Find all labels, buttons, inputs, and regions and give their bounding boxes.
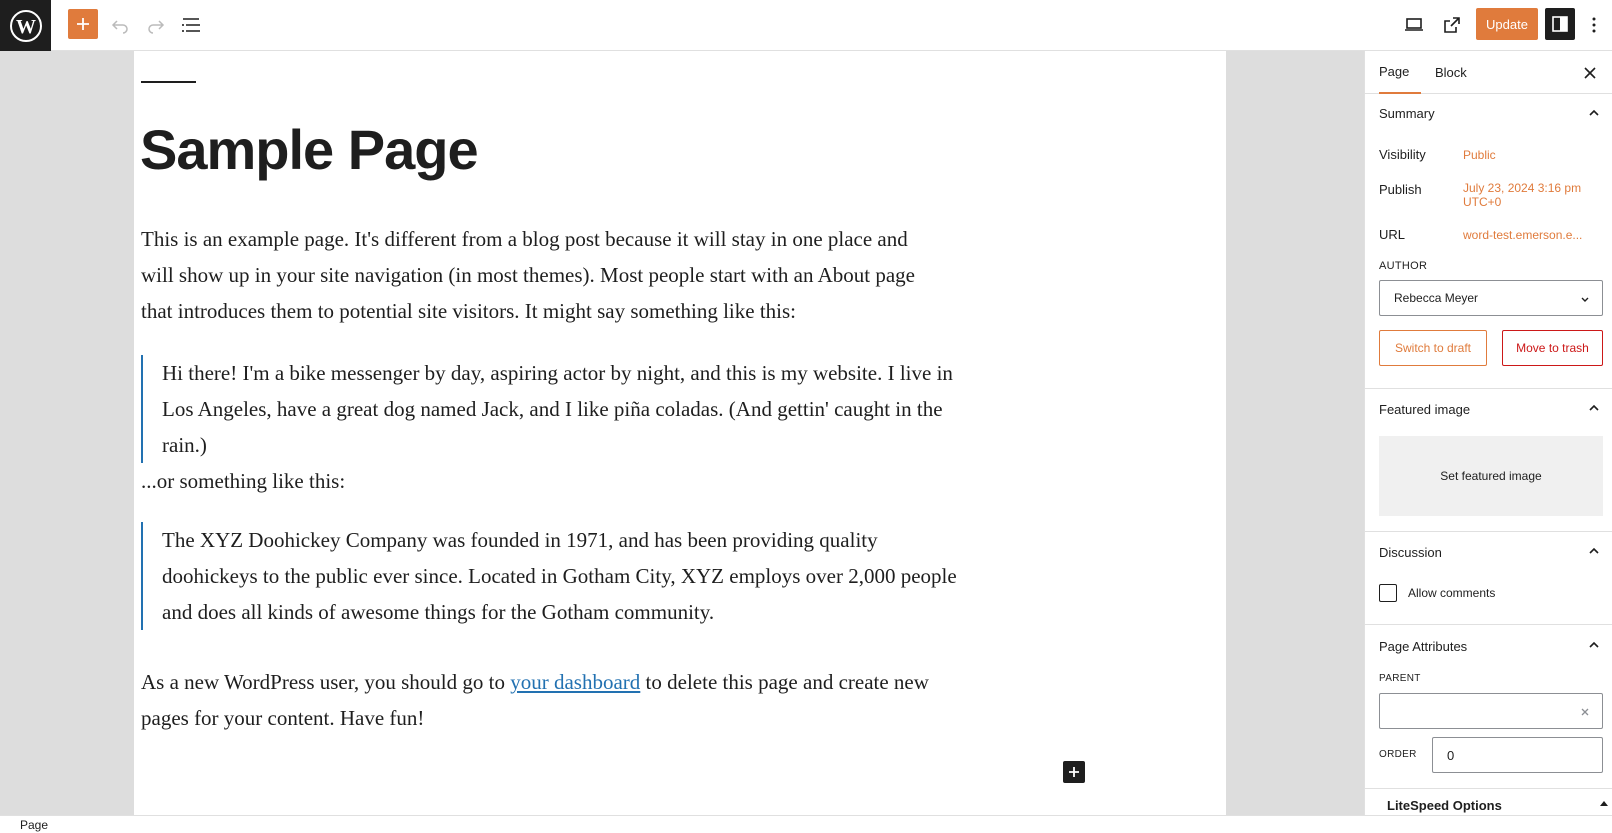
svg-text:W: W: [15, 15, 36, 38]
block-breadcrumb: [0, 815, 1612, 833]
litespeed-panel: [1365, 789, 1612, 815]
page-content[interactable]: [134, 51, 1226, 815]
page-title[interactable]: Sample Page: [140, 118, 478, 181]
author-select[interactable]: [1379, 280, 1603, 316]
paragraph-block[interactable]: This is an example page. It's different from a blog post because it will stay in one place and will show up in your site navigation (in most themes). Most people start with an About page that introduces them to potential site visitors. It might say something like this:: [141, 227, 915, 323]
allow-comments-label: Allow comments: [1408, 586, 1496, 600]
move-to-trash-button[interactable]: Move to trash: [1502, 330, 1603, 366]
undo-icon[interactable]: [104, 9, 136, 41]
page-attributes-heading[interactable]: Page Attributes: [1379, 639, 1468, 654]
add-block-button[interactable]: [68, 9, 98, 39]
paragraph-text: to delete this page and create new pages for your content. Have fun!: [141, 670, 929, 730]
featured-image-panel: [1365, 389, 1612, 532]
paragraph-block[interactable]: ...or something like this:: [141, 469, 346, 493]
close-icon[interactable]: [1580, 63, 1600, 83]
chevron-up-icon[interactable]: [1587, 544, 1601, 558]
quote-text[interactable]: Hi there! I'm a bike messenger by day, aspiring actor by night, and this is my website. I live in Los Angeles, have a great dog named Jack, and I like piña coladas. (And gettin' caught in the rain.): [162, 361, 953, 457]
settings-sidebar: [1364, 51, 1612, 815]
tab-block[interactable]: [1435, 51, 1467, 94]
update-button[interactable]: Update: [1476, 8, 1538, 40]
set-featured-image-button[interactable]: Set featured image: [1379, 436, 1603, 516]
visibility-value[interactable]: Public: [1463, 148, 1496, 162]
summary-panel: [1365, 94, 1612, 389]
dashboard-link[interactable]: your dashboard: [510, 670, 641, 694]
discussion-heading[interactable]: Discussion: [1379, 545, 1442, 560]
tab-label: Block: [1435, 65, 1467, 80]
paragraph-text: As a new WordPress user, you should go to: [141, 670, 511, 694]
visibility-label: Visibility: [1379, 147, 1426, 162]
featured-image-heading[interactable]: Featured image: [1379, 402, 1471, 417]
url-value[interactable]: word-test.emerson.e...: [1463, 228, 1583, 242]
order-label: ORDER: [1379, 749, 1417, 760]
parent-page-input[interactable]: [1379, 693, 1603, 729]
page-attributes-panel: [1365, 625, 1612, 789]
chevron-up-icon[interactable]: [1587, 401, 1601, 415]
paragraph-block[interactable]: [141, 664, 941, 736]
chevron-down-icon: [1580, 294, 1590, 304]
quote-block[interactable]: [141, 522, 966, 630]
list-view-icon[interactable]: [176, 9, 208, 41]
sidebar-tabs: [1365, 51, 1612, 94]
author-value: Rebecca Meyer: [1394, 291, 1479, 305]
settings-sidebar-icon[interactable]: [1545, 8, 1575, 40]
litespeed-heading[interactable]: LiteSpeed Options: [1387, 798, 1502, 813]
editor-toolbar: [0, 0, 1612, 51]
triangle-up-icon[interactable]: [1599, 798, 1609, 808]
tab-label: Page: [1379, 64, 1410, 79]
breadcrumb-item[interactable]: Page: [20, 818, 49, 832]
editor-canvas: [0, 51, 1364, 815]
clear-icon[interactable]: [1580, 707, 1590, 717]
chevron-up-icon[interactable]: [1587, 106, 1601, 120]
parent-label: PARENT: [1379, 673, 1421, 684]
separator-block[interactable]: [141, 81, 196, 83]
external-link-icon[interactable]: [1436, 9, 1468, 41]
wordpress-logo-icon[interactable]: [0, 0, 51, 51]
quote-text[interactable]: The XYZ Doohickey Company was founded in 1971, and has been providing quality doohickeys to the public ever since. Located in Gotham City, XYZ employs over 2,000 people and does all kinds of awesome things for the Gotham community.: [162, 528, 957, 624]
url-label: URL: [1379, 227, 1406, 242]
discussion-panel: [1365, 532, 1612, 625]
publish-date[interactable]: July 23, 2024 3:16 pm UTC+0: [1463, 181, 1582, 209]
tab-page[interactable]: [1379, 51, 1421, 94]
publish-label: Publish: [1379, 182, 1422, 197]
quote-block[interactable]: [141, 355, 966, 463]
more-vertical-icon[interactable]: [1580, 9, 1608, 41]
order-value: 0: [1447, 747, 1455, 763]
redo-icon[interactable]: [140, 9, 172, 41]
allow-comments-checkbox[interactable]: [1379, 584, 1397, 602]
switch-to-draft-button[interactable]: Switch to draft: [1379, 330, 1487, 366]
order-input[interactable]: [1432, 737, 1603, 773]
chevron-up-icon[interactable]: [1587, 638, 1601, 652]
block-inserter-button[interactable]: [1063, 761, 1085, 783]
desktop-preview-icon[interactable]: [1398, 9, 1430, 41]
summary-heading[interactable]: Summary: [1379, 106, 1435, 121]
author-label: AUTHOR: [1379, 260, 1428, 272]
